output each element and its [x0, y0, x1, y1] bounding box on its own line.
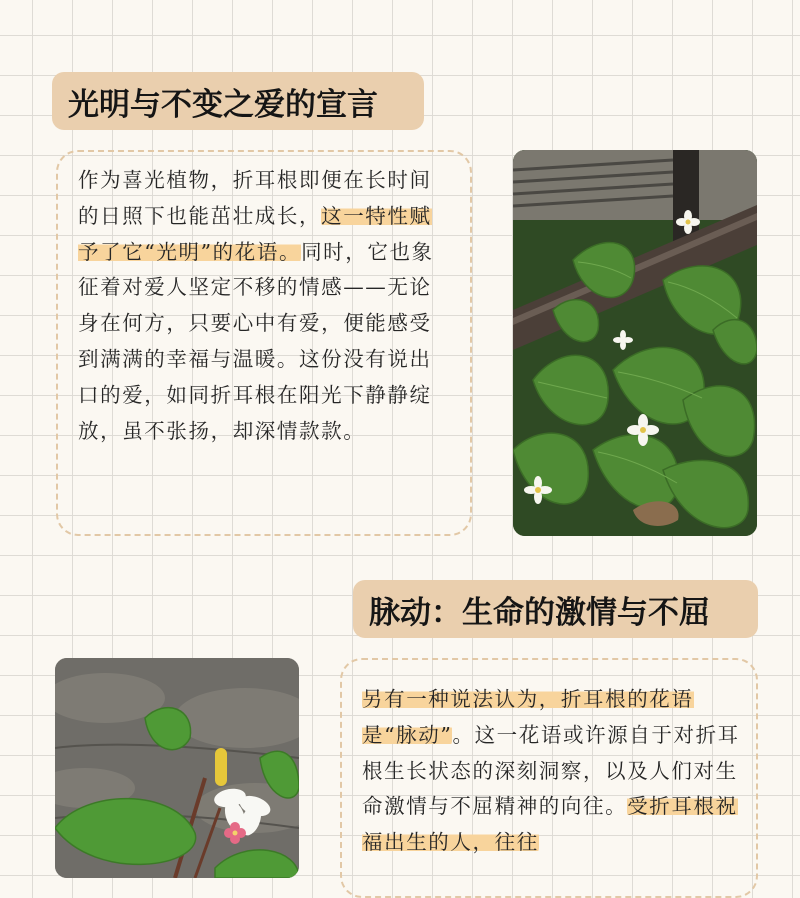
paragraph-segment-highlighted: 受折耳根祝福出生的人，往往: [362, 794, 738, 855]
section-title-text: 光明与不变之爱的宣言: [68, 86, 378, 123]
section-title-light-love: [52, 72, 424, 130]
plant-photo-illustration: [513, 150, 757, 536]
paragraph-segment: 同时，它也象征着对爱人坚定不移的情感——无论身在何方，只要心中有爱，便能感受到满满的幸福与温暖。这份没有说出口的爱，如同折耳根在阳光下静静绽放，虽不张扬，却深情款款。: [78, 239, 434, 443]
section-paragraph: [78, 163, 448, 449]
section-title-text: 脉动：生命的激情与不屈: [369, 594, 710, 631]
flower-photo-illustration: [55, 658, 299, 878]
section-paragraph: [362, 682, 742, 861]
paragraph-segment: 。这一花语或许源自于对折耳根生长状态的深刻洞察，以及人们对生命激情与不屈精神的向往。: [362, 722, 740, 819]
paragraph-segment-highlighted: 另有一种说法认为，折耳根的花语是“脉动”: [362, 687, 694, 747]
section-title-pulse: [353, 580, 758, 638]
houttuynia-flower-photo: [55, 658, 299, 878]
paragraph-segment-highlighted: 这一特性赋予了它“光明”的花语。: [78, 203, 432, 264]
houttuynia-plant-photo: [513, 150, 757, 536]
paragraph-segment: 作为喜光植物，折耳根即便在长时间的日照下也能茁壮成长，: [78, 168, 432, 228]
